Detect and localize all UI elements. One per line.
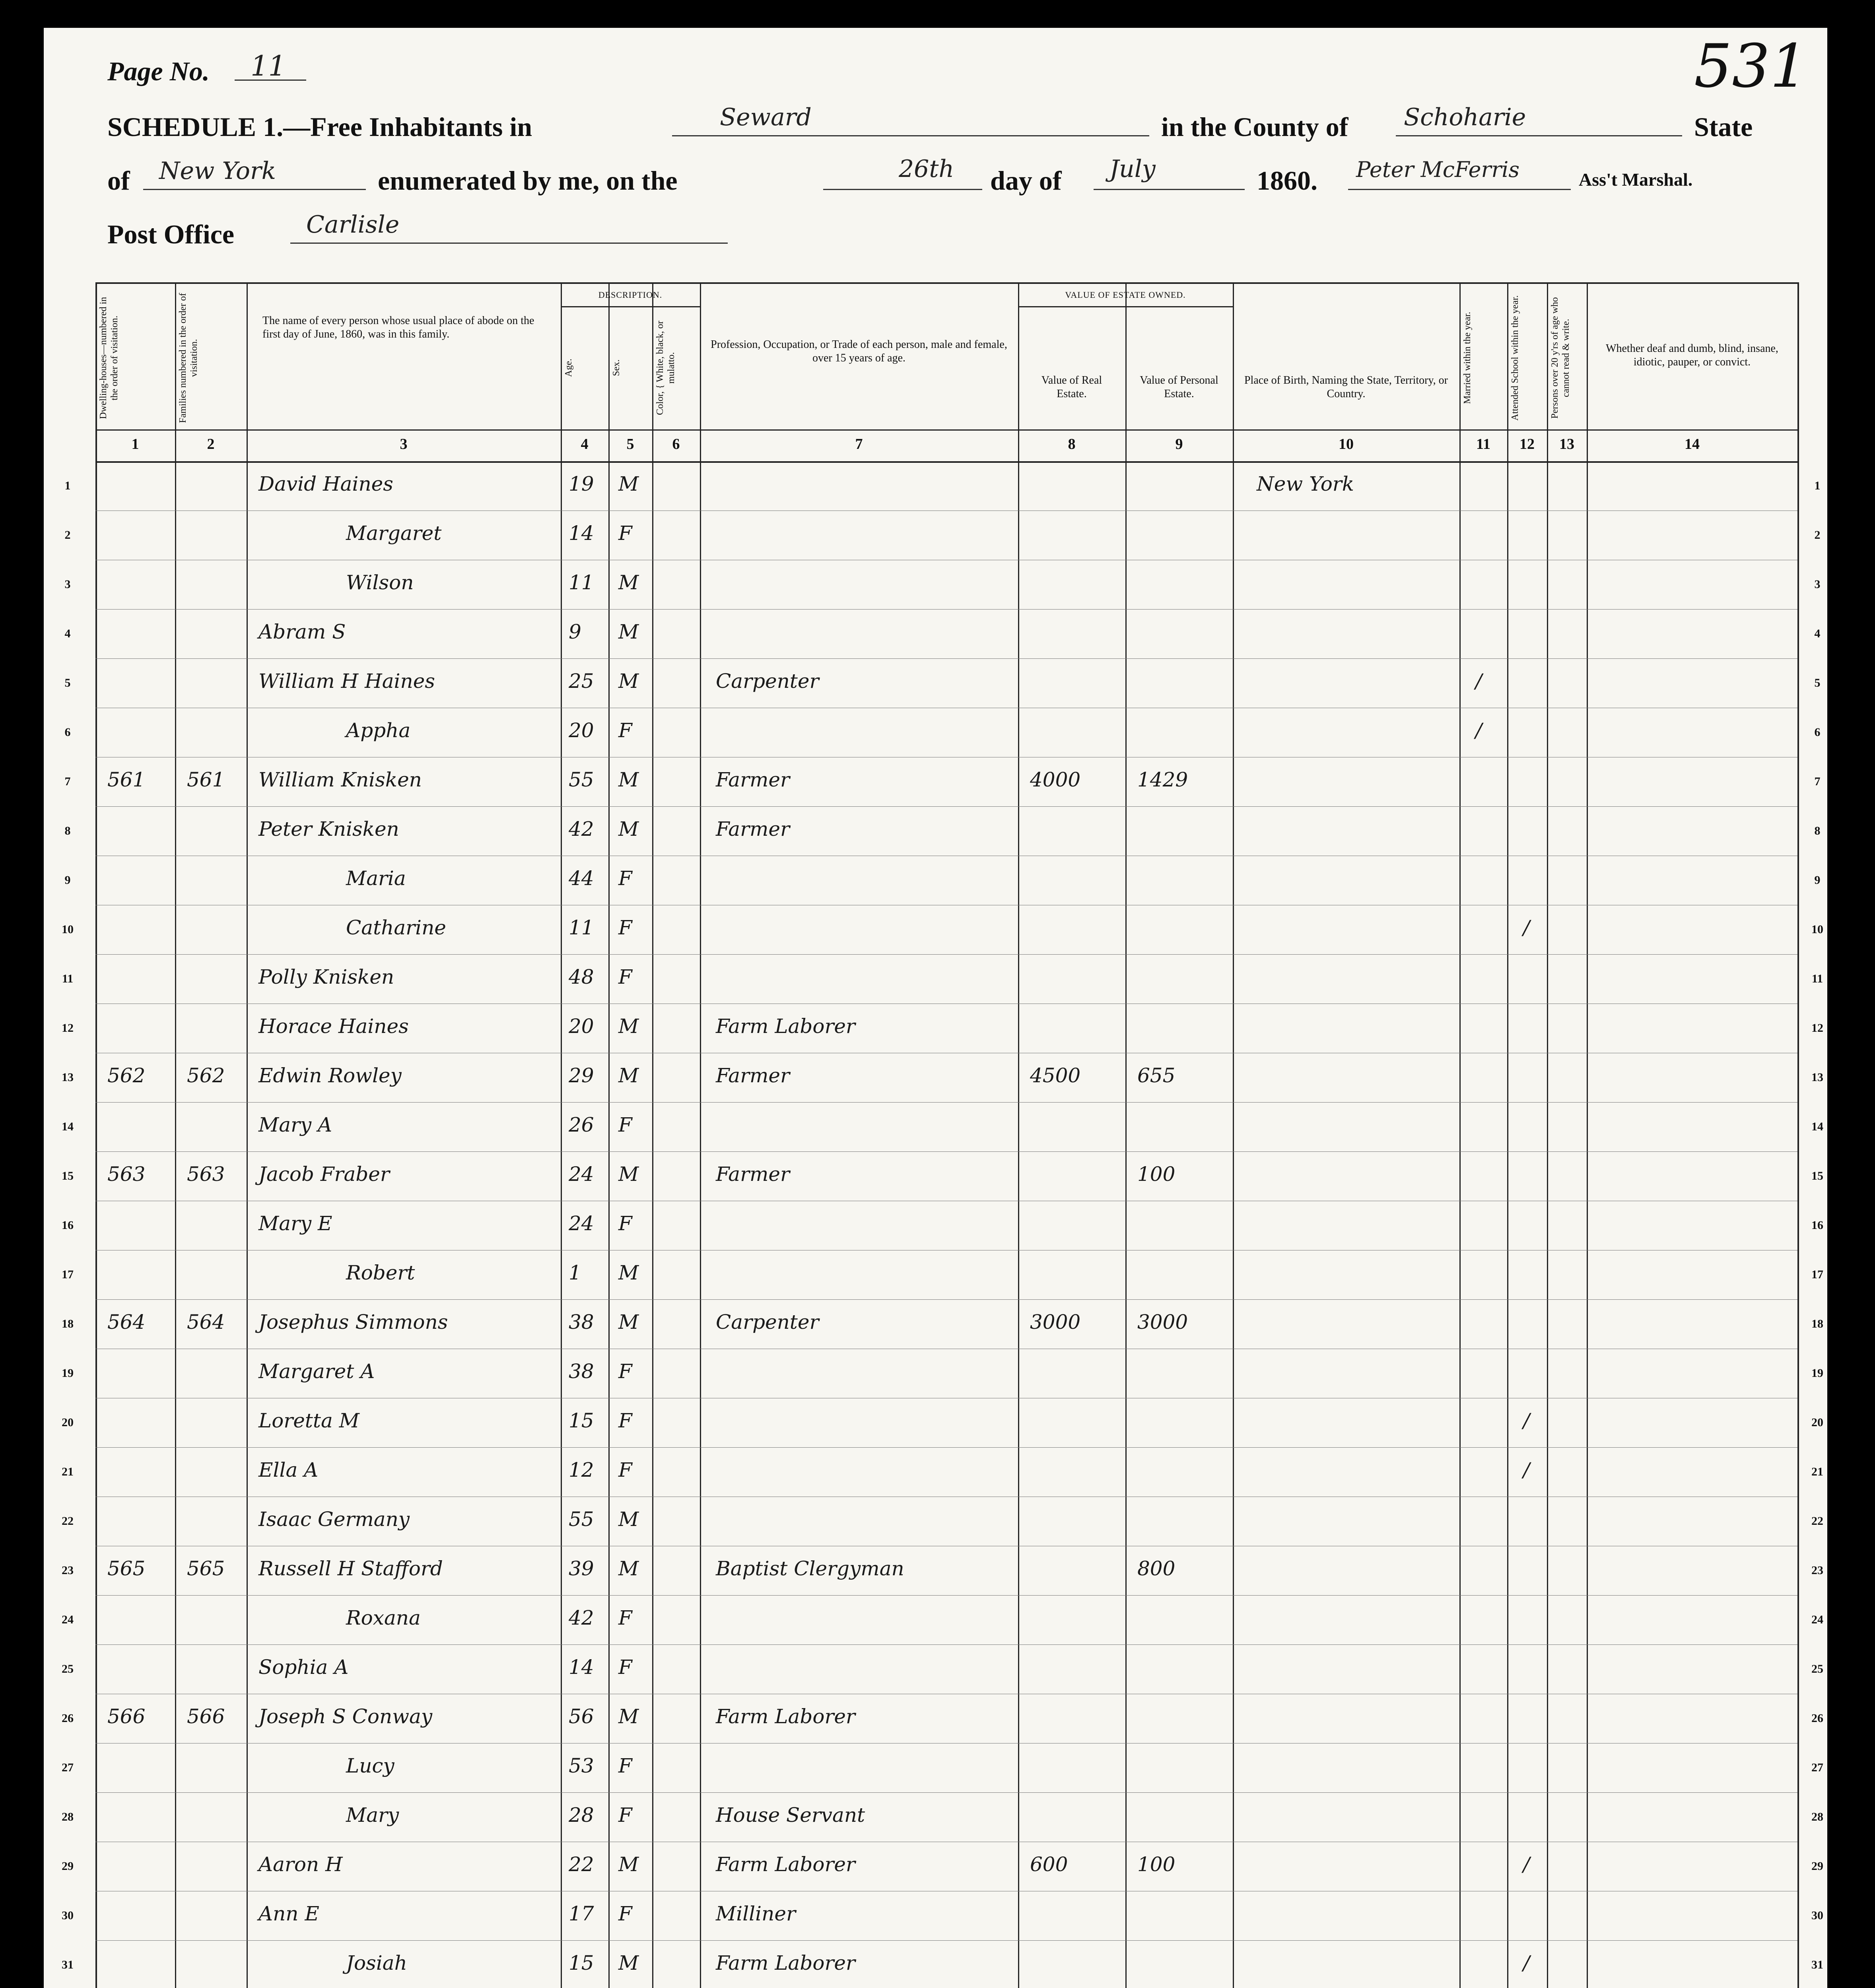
sex: F <box>618 1902 632 1925</box>
column-line-9 <box>1125 282 1127 1988</box>
column-number-14: 14 <box>1685 436 1700 452</box>
dwelling-number: 565 <box>107 1557 146 1580</box>
marshal-label: Ass't Marshal. <box>1579 169 1693 190</box>
person-name: Mary A <box>258 1113 332 1136</box>
column-number-divider <box>95 461 1797 463</box>
sex: F <box>618 1458 632 1481</box>
row-number-left: 15 <box>62 1169 74 1182</box>
sex: M <box>618 1557 639 1580</box>
row-number-right: 23 <box>1811 1564 1823 1577</box>
age: 14 <box>569 1656 594 1679</box>
occupation: House Servant <box>716 1804 865 1827</box>
age: 55 <box>569 768 594 791</box>
personal-estate-value: 3000 <box>1137 1310 1188 1334</box>
column-number-13: 13 <box>1559 436 1574 452</box>
person-name: Margaret A <box>258 1360 375 1383</box>
age: 1 <box>569 1261 581 1284</box>
description-group-header: DESCRIPTION. <box>598 290 663 300</box>
row-number-right: 28 <box>1811 1810 1823 1823</box>
row-number-left: 22 <box>62 1514 74 1528</box>
row-number-left: 31 <box>62 1958 74 1971</box>
married-within-year: / <box>1475 670 1482 693</box>
family-number: 564 <box>187 1310 225 1334</box>
age: 11 <box>569 571 594 594</box>
person-name: Jacob Fraber <box>258 1163 390 1186</box>
row-number-right: 2 <box>1814 528 1821 542</box>
column-line-11 <box>1459 282 1461 1988</box>
age: 48 <box>569 965 594 988</box>
column-number-4: 4 <box>581 436 589 452</box>
row-number-left: 26 <box>62 1712 74 1725</box>
age: 15 <box>569 1409 594 1432</box>
row-number-right: 14 <box>1811 1120 1823 1133</box>
row-number-left: 30 <box>62 1909 74 1922</box>
attended-school: / <box>1523 1951 1530 1974</box>
personal-estate-value: 800 <box>1137 1557 1176 1580</box>
sex: F <box>618 522 632 545</box>
row-number-right: 31 <box>1811 1958 1823 1971</box>
row-number-right: 26 <box>1811 1712 1823 1725</box>
occupation: Farm Laborer <box>716 1853 855 1876</box>
header-c1: Dwelling-houses—numbered in the order of visitation. <box>98 297 120 419</box>
column-number-2: 2 <box>207 436 215 452</box>
person-name: Joseph S Conway <box>258 1705 433 1728</box>
age: 29 <box>569 1064 594 1087</box>
row-number-left: 8 <box>64 824 71 837</box>
age: 42 <box>569 817 594 841</box>
sex: F <box>618 1804 632 1827</box>
real-estate-value: 600 <box>1030 1853 1068 1876</box>
column-line-14 <box>1587 282 1588 1988</box>
person-name: Loretta M <box>258 1409 359 1432</box>
row-number-left: 25 <box>62 1662 74 1675</box>
row-line <box>95 658 1797 659</box>
column-number-10: 10 <box>1339 436 1354 452</box>
column-number-9: 9 <box>1175 436 1183 452</box>
row-number-left: 13 <box>62 1071 74 1084</box>
row-number-right: 10 <box>1811 923 1823 936</box>
age: 9 <box>569 620 581 643</box>
sex: F <box>618 867 632 890</box>
sex: M <box>618 1951 639 1974</box>
sex: M <box>618 817 639 841</box>
occupation: Baptist Clergyman <box>716 1557 904 1580</box>
row-number-left: 14 <box>62 1120 74 1133</box>
occupation: Farmer <box>716 1163 790 1186</box>
stamped-page-number: 531 <box>1694 32 1808 101</box>
person-name: Abram S <box>258 620 346 643</box>
personal-estate-value: 100 <box>1137 1163 1176 1186</box>
family-number: 562 <box>187 1064 225 1087</box>
person-name: William H Haines <box>258 670 435 693</box>
real-estate-value: 3000 <box>1030 1310 1081 1334</box>
age: 22 <box>569 1853 594 1876</box>
sex: M <box>618 1261 639 1284</box>
value-group-header: VALUE OF ESTATE OWNED. <box>1065 290 1186 300</box>
state-name: New York <box>159 157 276 185</box>
county-name: Schoharie <box>1404 103 1526 131</box>
row-line <box>95 1151 1797 1152</box>
column-number-1: 1 <box>131 436 139 452</box>
sex: M <box>618 1310 639 1334</box>
row-line <box>95 609 1797 610</box>
occupation: Carpenter <box>716 670 819 693</box>
row-number-left: 3 <box>64 578 71 591</box>
row-number-right: 27 <box>1811 1761 1823 1774</box>
real-estate-value: 4500 <box>1030 1064 1081 1087</box>
occupation: Farmer <box>716 768 790 791</box>
occupation: Farmer <box>716 1064 790 1087</box>
row-number-right: 8 <box>1814 824 1821 837</box>
row-number-right: 24 <box>1811 1613 1823 1626</box>
person-name: Appha <box>346 719 411 742</box>
row-number-right: 15 <box>1811 1169 1823 1182</box>
sex: M <box>618 768 639 791</box>
sex: M <box>618 1705 639 1728</box>
person-name: Russell H Stafford <box>258 1557 443 1580</box>
age: 15 <box>569 1951 594 1974</box>
married-within-year: / <box>1475 719 1482 742</box>
age: 44 <box>569 867 594 890</box>
attended-school: / <box>1523 1458 1530 1481</box>
attended-school: / <box>1523 1853 1530 1876</box>
row-number-left: 7 <box>64 775 71 788</box>
real-estate-value: 4000 <box>1030 768 1081 791</box>
age: 39 <box>569 1557 594 1580</box>
age: 55 <box>569 1508 594 1531</box>
age: 53 <box>569 1754 594 1777</box>
column-number-11: 11 <box>1476 436 1490 452</box>
age: 17 <box>569 1902 594 1925</box>
column-number-12: 12 <box>1519 436 1535 452</box>
row-line <box>95 1447 1797 1448</box>
sex: F <box>618 1360 632 1383</box>
sex: M <box>618 670 639 693</box>
column-number-7: 7 <box>855 436 863 452</box>
person-name: Josephus Simmons <box>258 1310 448 1334</box>
person-name: Lucy <box>346 1754 394 1777</box>
row-line <box>95 1102 1797 1103</box>
row-number-left: 19 <box>62 1367 74 1380</box>
person-name: Margaret <box>346 522 442 545</box>
person-name: Peter Knisken <box>258 817 399 841</box>
row-number-right: 13 <box>1811 1071 1823 1084</box>
row-number-left: 24 <box>62 1613 74 1626</box>
row-number-left: 9 <box>64 874 71 887</box>
header-c8: Value of Real Estate. <box>1041 374 1102 400</box>
person-name: David Haines <box>258 472 393 495</box>
family-number: 561 <box>187 768 225 791</box>
dwelling-number: 562 <box>107 1064 146 1087</box>
header-c7: Profession, Occupation, or Trade of each person, male and female, over 15 years of age. <box>711 338 1007 364</box>
sex: M <box>618 1853 639 1876</box>
row-number-right: 3 <box>1814 578 1821 591</box>
occupation: Farmer <box>716 817 790 841</box>
row-number-right: 6 <box>1814 726 1821 739</box>
census-table <box>44 28 1827 1988</box>
column-number-8: 8 <box>1068 436 1076 452</box>
column-number-3: 3 <box>400 436 408 452</box>
row-number-left: 16 <box>62 1219 74 1232</box>
row-number-left: 18 <box>62 1317 74 1330</box>
person-name: Ann E <box>258 1902 319 1925</box>
column-line-3 <box>247 282 248 1988</box>
row-line <box>95 1299 1797 1300</box>
row-number-left: 11 <box>62 972 74 985</box>
person-name: Horace Haines <box>258 1015 409 1038</box>
census-sheet <box>44 28 1827 1988</box>
person-name: Isaac Germany <box>258 1508 410 1531</box>
sex: F <box>618 1656 632 1679</box>
age: 38 <box>569 1310 594 1334</box>
age: 28 <box>569 1804 594 1827</box>
occupation: Farm Laborer <box>716 1951 855 1974</box>
person-name: William Knisken <box>258 768 422 791</box>
post-office-name: Carlisle <box>306 211 400 239</box>
age: 25 <box>569 670 594 693</box>
age: 12 <box>569 1458 594 1481</box>
age: 38 <box>569 1360 594 1383</box>
age: 42 <box>569 1606 594 1629</box>
header-c4: Age. <box>563 359 574 377</box>
person-name: Aaron H <box>258 1853 343 1876</box>
dwelling-number: 566 <box>107 1705 146 1728</box>
page-number: 11 <box>251 50 286 82</box>
age: 56 <box>569 1705 594 1728</box>
row-line <box>95 1940 1797 1941</box>
column-line-15 <box>1797 282 1799 1988</box>
column-line-8 <box>1018 282 1019 1988</box>
family-number: 566 <box>187 1705 225 1728</box>
row-number-right: 25 <box>1811 1662 1823 1675</box>
sex: F <box>618 1409 632 1432</box>
occupation: Farm Laborer <box>716 1705 855 1728</box>
column-number-5: 5 <box>626 436 634 452</box>
enumeration-year: 1860. <box>1257 165 1317 196</box>
dwelling-number: 563 <box>107 1163 146 1186</box>
marshal-name: Peter McFerris <box>1356 157 1520 182</box>
occupation: Farm Laborer <box>716 1015 855 1038</box>
row-number-right: 16 <box>1811 1219 1823 1232</box>
row-number-right: 9 <box>1814 874 1821 887</box>
row-number-left: 5 <box>64 676 71 689</box>
row-number-right: 30 <box>1811 1909 1823 1922</box>
enumeration-day: 26th <box>899 155 954 183</box>
row-number-right: 22 <box>1811 1514 1823 1528</box>
post-office-label: Post Office <box>107 219 235 249</box>
enumerated-label: enumerated by me, on the <box>378 165 678 196</box>
header-c5: Sex. <box>611 359 622 376</box>
age: 20 <box>569 719 594 742</box>
row-number-right: 7 <box>1814 775 1821 788</box>
header-c10: Place of Birth, Naming the State, Territory, or Country. <box>1244 374 1448 400</box>
column-line-5 <box>608 282 610 1988</box>
row-number-right: 19 <box>1811 1367 1823 1380</box>
person-name: Polly Knisken <box>258 965 394 988</box>
sex: F <box>618 1113 632 1136</box>
attended-school: / <box>1523 1409 1530 1432</box>
person-name: Edwin Rowley <box>258 1064 402 1087</box>
age: 20 <box>569 1015 594 1038</box>
dwelling-number: 561 <box>107 768 146 791</box>
table-top-border <box>95 282 1797 284</box>
person-name: Maria <box>346 867 406 890</box>
place-of-birth: New York <box>1257 472 1354 495</box>
person-name: Ella A <box>258 1458 319 1481</box>
personal-estate-value: 655 <box>1137 1064 1176 1087</box>
dwelling-number: 564 <box>107 1310 146 1334</box>
column-line-4 <box>561 282 562 1988</box>
day-of-label: day of <box>990 165 1062 196</box>
age: 26 <box>569 1113 594 1136</box>
row-number-left: 17 <box>62 1268 74 1281</box>
column-line-2 <box>175 282 176 1988</box>
row-number-left: 20 <box>62 1416 74 1429</box>
row-number-left: 29 <box>62 1860 74 1873</box>
row-number-left: 27 <box>62 1761 74 1774</box>
sex: M <box>618 1015 639 1038</box>
header-c12: Attended School within the year. <box>1510 295 1520 421</box>
header-c13: Persons over 20 y'rs of age who cannot read & write. <box>1550 297 1571 419</box>
column-line-1 <box>95 282 97 1988</box>
sex: F <box>618 1212 632 1235</box>
header-c9: Value of Personal Estate. <box>1140 374 1218 400</box>
age: 24 <box>569 1163 594 1186</box>
sex: F <box>618 719 632 742</box>
header-divider <box>95 429 1797 431</box>
row-number-right: 4 <box>1814 627 1821 640</box>
family-number: 563 <box>187 1163 225 1186</box>
header-c6: Color, { White, black, or mulatto. <box>655 320 676 415</box>
column-line-7 <box>700 282 701 1988</box>
of-label: of <box>107 165 130 196</box>
row-number-left: 6 <box>64 726 71 739</box>
row-number-right: 1 <box>1814 479 1821 492</box>
column-line-6 <box>652 282 653 1988</box>
occupation: Carpenter <box>716 1310 819 1334</box>
occupation: Milliner <box>716 1902 796 1925</box>
sex: F <box>618 916 632 939</box>
column-line-10 <box>1233 282 1234 1988</box>
page-number-label: Page No. <box>107 56 210 86</box>
sex: F <box>618 965 632 988</box>
row-line <box>95 806 1797 807</box>
row-number-left: 2 <box>64 528 71 542</box>
sex: M <box>618 1163 639 1186</box>
row-number-left: 23 <box>62 1564 74 1577</box>
person-name: Roxana <box>346 1606 421 1629</box>
personal-estate-value: 100 <box>1137 1853 1176 1876</box>
person-name: Josiah <box>346 1951 407 1974</box>
row-number-right: 5 <box>1814 676 1821 689</box>
state-label: State <box>1694 112 1753 142</box>
header-c3: The name of every person whose usual place of abode on the first day of June, 1860, was in this family. <box>262 315 534 340</box>
person-name: Mary E <box>258 1212 332 1235</box>
header-c14: Whether deaf and dumb, blind, insane, idiotic, pauper, or convict. <box>1606 342 1778 368</box>
row-number-left: 21 <box>62 1465 74 1478</box>
person-name: Mary <box>346 1804 399 1827</box>
sex: M <box>618 1064 639 1087</box>
person-name: Catharine <box>346 916 446 939</box>
value-group-line <box>1018 306 1233 307</box>
row-number-right: 21 <box>1811 1465 1823 1478</box>
row-line <box>95 1595 1797 1596</box>
row-number-left: 12 <box>62 1021 74 1035</box>
age: 14 <box>569 522 594 545</box>
town-name: Seward <box>720 103 812 131</box>
person-name: Sophia A <box>258 1656 349 1679</box>
row-number-right: 18 <box>1811 1317 1823 1330</box>
column-number-6: 6 <box>672 436 680 452</box>
column-line-12 <box>1507 282 1508 1988</box>
age: 19 <box>569 472 594 495</box>
header-c11: Married within the year. <box>1462 312 1473 404</box>
row-number-left: 1 <box>64 479 71 492</box>
sex: M <box>618 472 639 495</box>
sex: F <box>618 1606 632 1629</box>
attended-school: / <box>1523 916 1530 939</box>
row-number-right: 17 <box>1811 1268 1823 1281</box>
person-name: Robert <box>346 1261 415 1284</box>
sex: M <box>618 1508 639 1531</box>
row-line <box>95 954 1797 955</box>
enumeration-month: July <box>1109 155 1156 183</box>
row-number-right: 11 <box>1811 972 1823 985</box>
sex: F <box>618 1754 632 1777</box>
personal-estate-value: 1429 <box>1137 768 1188 791</box>
sex: M <box>618 571 639 594</box>
row-number-left: 10 <box>62 923 74 936</box>
family-number: 565 <box>187 1557 225 1580</box>
row-number-left: 28 <box>62 1810 74 1823</box>
header-c2: Families numbered in the order of visitation. <box>178 293 199 423</box>
age: 24 <box>569 1212 594 1235</box>
row-number-right: 12 <box>1811 1021 1823 1035</box>
column-line-13 <box>1547 282 1548 1988</box>
description-group-line <box>561 306 700 307</box>
sex: M <box>618 620 639 643</box>
row-line <box>95 1644 1797 1645</box>
row-number-right: 29 <box>1811 1860 1823 1873</box>
age: 11 <box>569 916 594 939</box>
county-label: in the County of <box>1161 112 1348 142</box>
person-name: Wilson <box>346 571 414 594</box>
row-line <box>95 1792 1797 1793</box>
row-number-right: 20 <box>1811 1416 1823 1429</box>
schedule-label: SCHEDULE 1.—Free Inhabitants in <box>107 112 532 142</box>
row-number-left: 4 <box>64 627 71 640</box>
